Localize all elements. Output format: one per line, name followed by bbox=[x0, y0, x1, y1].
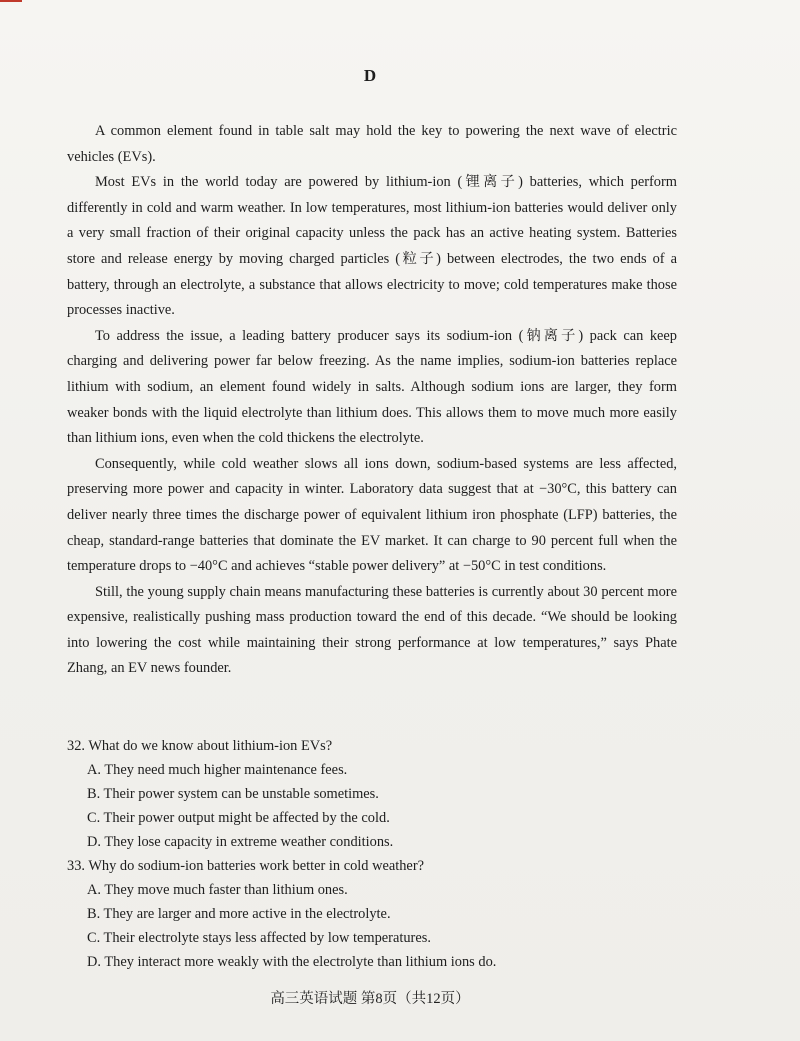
option-c: C. Their electrolyte stays less affected by low temperatures. bbox=[87, 930, 431, 946]
passage-paragraph-1: A common element found in table salt may hold the key to powering the next wave of electric vehicles (EVs). bbox=[67, 123, 677, 165]
option-d: D. They interact more weakly with the electrolyte than lithium ions do. bbox=[87, 954, 497, 970]
option-c: C. Their power output might be affected by the cold. bbox=[87, 810, 390, 826]
section-title: D bbox=[363, 66, 377, 85]
passage-paragraph-3: To address the issue, a leading battery producer says its sodium-ion (钠离子) pack can keep charging and delivering power far below freezing. As the name implies, sodium-ion batteries replace lithium with sodium, an element found widely in salts. Although sodium ions are larger, they form weaker bonds with the liquid electrolyte than lithium does. This allows them to move much more easily than lithium ions, even when the cold thickens the electrolyte. bbox=[67, 327, 677, 447]
question-list bbox=[67, 734, 687, 974]
option-d: D. They lose capacity in extreme weather conditions. bbox=[87, 834, 394, 850]
question-stem: 33. Why do sodium-ion batteries work better in cold weather? bbox=[67, 858, 425, 874]
passage-paragraph-4: Consequently, while cold weather slows all ions down, sodium-based systems are less affected, preserving more power and capacity in winter. Laboratory data suggest that at −30°C, this battery can deliver nearly three times the discharge power of equivalent lithium iron phosphate (LFP) batteries, the cheap, standard-range batteries that dominate the EV market. It can charge to 90 percent full when the temperature drops to −40°C and achieves “stable power delivery” at −50°C in test conditions. bbox=[67, 455, 677, 575]
page-footer: 高三英语试题 第8页（共12页） bbox=[270, 991, 470, 1007]
option-a: A. They move much faster than lithium ones. bbox=[87, 882, 348, 898]
passage-paragraph-5: Still, the young supply chain means manufacturing these batteries is currently about 30 percent more expensive, realistically pushing mass production toward the end of this decade. “We should be looking into lowering the cost while maintaining their strong performance at low temperatures,” says Phate Zhang, an EV news founder. bbox=[67, 583, 677, 677]
question-32 bbox=[67, 734, 687, 854]
question-stem: 32. What do we know about lithium-ion EVs? bbox=[67, 738, 333, 754]
question-33 bbox=[67, 854, 687, 974]
reading-passage bbox=[67, 119, 677, 682]
option-b: B. Their power system can be unstable sometimes. bbox=[87, 786, 379, 802]
passage-paragraph-2: Most EVs in the world today are powered by lithium-ion (锂离子) batteries, which perform differently in cold and warm weather. In low temperatures, most lithium-ion batteries would deliver only a very small fraction of their original capacity unless the pack has an active heating system. Batteries store and release energy by moving charged particles (粒子) between electrodes, the two ends of a battery, through an electrolyte, a substance that allows electricity to move; cold temperatures make those processes inactive. bbox=[67, 174, 677, 319]
option-b: B. They are larger and more active in the electrolyte. bbox=[87, 906, 391, 922]
corner-mark bbox=[0, 0, 22, 2]
option-a: A. They need much higher maintenance fees. bbox=[87, 762, 348, 778]
